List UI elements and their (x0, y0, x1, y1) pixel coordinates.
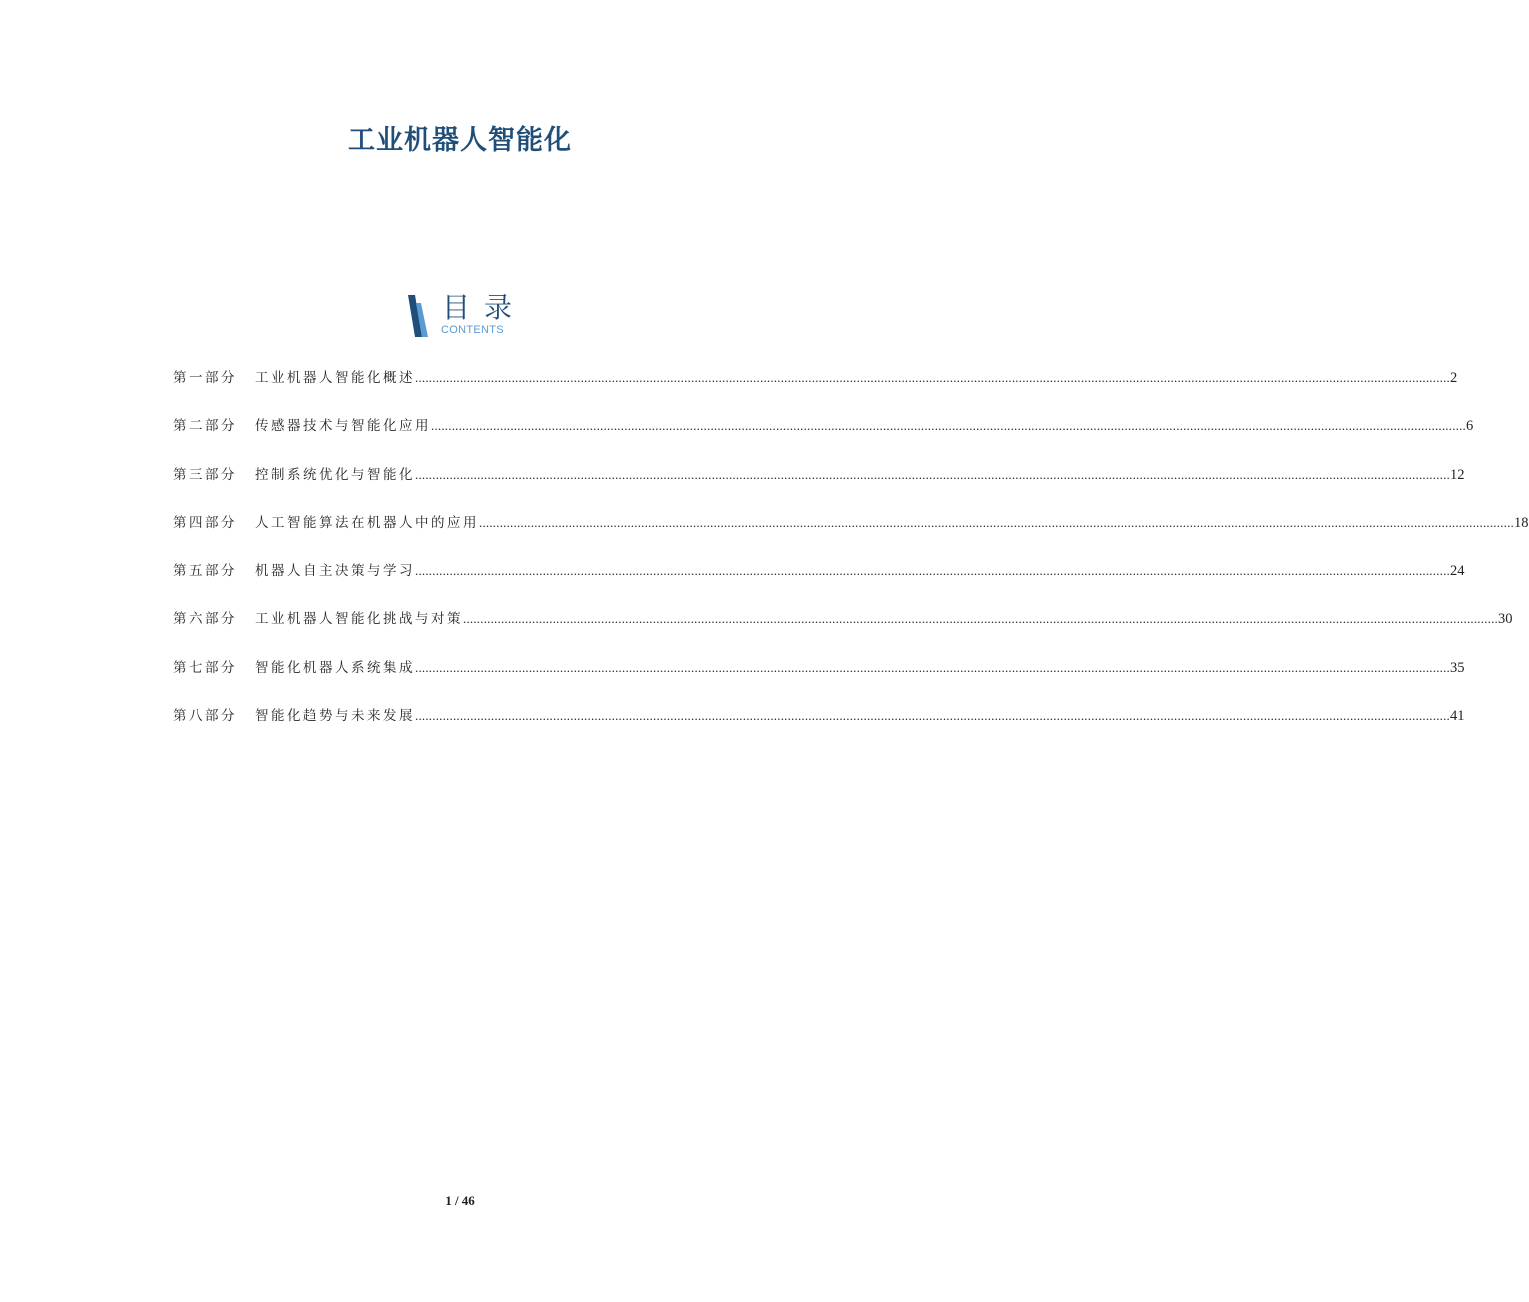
toc-dot-leader: ............................................................................................................................................................................................................................................................................................................ (415, 659, 1450, 675)
toc-dot-leader: ............................................................................................................................................................................................................................................................................................................ (479, 514, 1514, 530)
toc-dot-leader: ............................................................................................................................................................................................................................................................................................................ (463, 611, 1498, 627)
toc-entry-title: 控制系统优化与智能化 (255, 466, 415, 483)
toc-entry[interactable] (173, 607, 1513, 655)
toc-entry[interactable] (173, 414, 1474, 462)
toc-entry[interactable] (173, 704, 1465, 752)
toc-entry[interactable] (173, 511, 1529, 559)
toc-entry-page: 18 (1514, 514, 1529, 531)
toc-entry-page: 24 (1450, 563, 1465, 580)
toc-entry-title: 工业机器人智能化概述 (255, 370, 415, 386)
toc-dot-leader: ............................................................................................................................................................................................................................................................................................................ (415, 466, 1450, 482)
toc-entry-title: 传感器技术与智能化应用 (255, 418, 431, 435)
toc-entry-part: 第五部分 (173, 563, 237, 580)
toc-entry-part: 第二部分 (173, 418, 237, 435)
toc-entry-part: 第六部分 (173, 611, 237, 628)
toc-entry-page: 35 (1450, 659, 1465, 676)
toc-dot-leader: ............................................................................................................................................................................................................................................................................................................ (415, 563, 1450, 579)
toc-logo-icon (406, 295, 430, 337)
toc-entry-part: 第一部分 (173, 370, 237, 386)
toc-entry-title: 智能化机器人系统集成 (255, 659, 415, 676)
toc-dot-leader: ............................................................................................................................................................................................................................................................................................................ (431, 418, 1466, 434)
toc-entry[interactable] (173, 366, 1458, 414)
toc-entry-title: 人工智能算法在机器人中的应用 (255, 514, 479, 531)
toc-heading-title: 目录 (442, 291, 527, 324)
toc-entry-page: 41 (1450, 708, 1465, 725)
toc-entry-page: 6 (1466, 418, 1474, 435)
toc-entry-part: 第七部分 (173, 659, 237, 676)
toc-entry-part: 第三部分 (173, 466, 237, 483)
toc-entry-page: 30 (1498, 611, 1513, 628)
toc-entry[interactable] (173, 656, 1465, 704)
toc-entry-part: 第八部分 (173, 708, 237, 725)
toc-entry-page: 12 (1450, 466, 1465, 483)
toc-list (173, 366, 1529, 752)
toc-heading (406, 292, 526, 340)
toc-entry-title: 工业机器人智能化挑战与对策 (255, 611, 463, 628)
document-title: 工业机器人智能化 (348, 125, 572, 156)
toc-entry-page: 2 (1450, 370, 1458, 386)
toc-dot-leader: ............................................................................................................................................................................................................................................................................................................ (415, 370, 1450, 385)
toc-dot-leader: ............................................................................................................................................................................................................................................................................................................ (415, 708, 1450, 724)
toc-entry[interactable] (173, 559, 1465, 607)
toc-entry-part: 第四部分 (173, 514, 237, 531)
toc-entry[interactable] (173, 463, 1465, 511)
toc-entry-title: 智能化趋势与未来发展 (255, 708, 415, 725)
toc-heading-subtitle: CONTENTS (441, 324, 504, 336)
toc-entry-title: 机器人自主决策与学习 (255, 563, 415, 580)
page-number: 1 / 46 (445, 1193, 475, 1208)
